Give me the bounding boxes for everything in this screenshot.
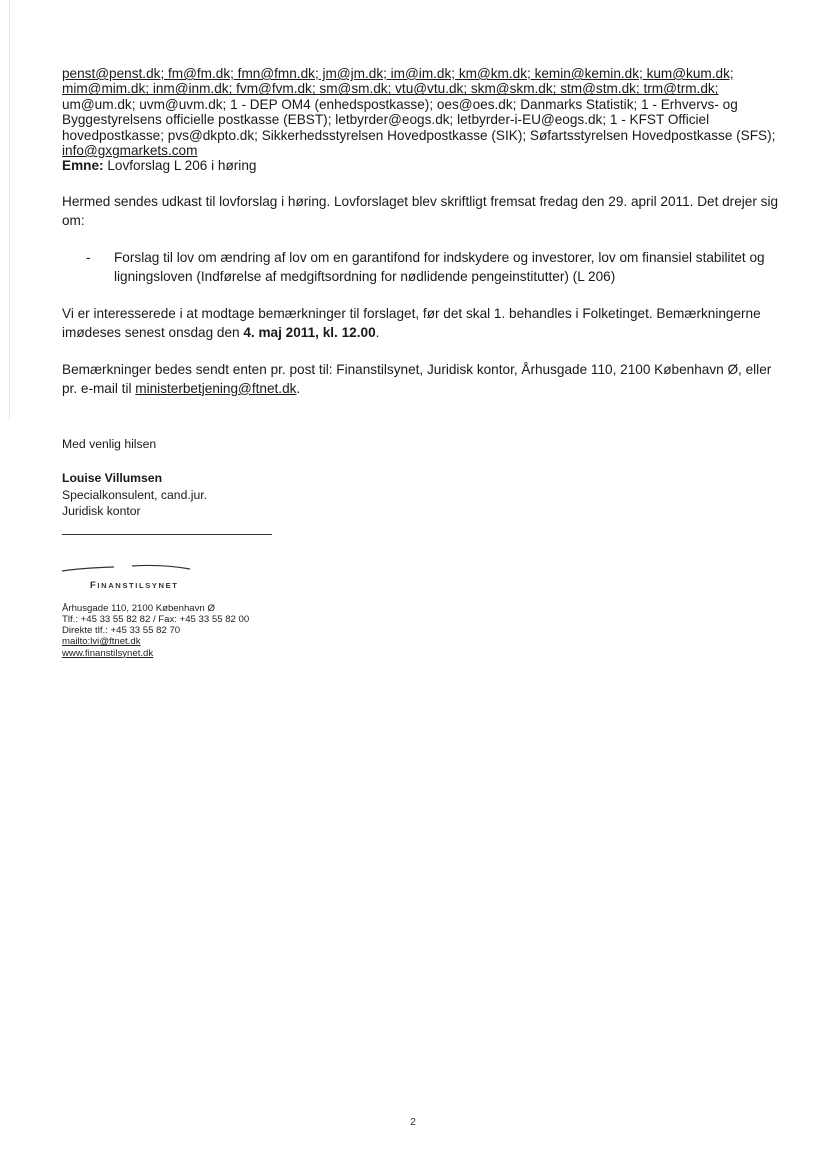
contact-address: Århusgade 110, 2100 København Ø [62,602,215,614]
recipient-line[interactable]: info@gxgmarkets.com [62,143,198,159]
recipient-line[interactable]: um@um.dk; uvm@uvm.dk; 1 - DEP OM4 (enhedspostkasse); oes@oes.dk; Danmarks Statistik; 1 - Erhvervs- og [62,96,738,112]
contact-direct: Direkte tlf.: +45 33 55 82 70 [62,625,181,637]
bullet-text: Forslag til lov om ændring af lov om en garantifond for indskydere og investorer, lov om finansiel stabilitet og ligningsloven (Indførelse af medgiftsordning for nødlidende pengeinstitutter) (L 206) [114,249,765,284]
brand-initial: F [90,579,98,591]
recipient-line[interactable]: penst@penst.dk; fm@fm.dk; fmn@fmn.dk; jm@jm.dk; im@im.dk; km@km.dk; kemin@kemin.dk; kum@kum.dk; [62,66,734,81]
subject-line [62,158,787,173]
brand-rest: INANSTILSYNET [97,580,179,590]
recipient-line[interactable]: mim@mim.dk; inm@inm.dk; fvm@fvm.dk; sm@sm.dk; vtu@vtu.dk; skm@skm.dk; stm@stm.dk; trm@trm.dk; [62,81,719,97]
signature-block [62,470,787,520]
signature-line [62,534,272,535]
email-link[interactable]: ministerbetjening@ftnet.dk [135,380,297,396]
recipient-line[interactable]: Byggestyrelsens officielle postkasse (EBST); letbyrder@eogs.dk; letbyrder-i-EU@eogs.dk; 1 - KFST Officiel [62,112,710,128]
page-number: 2 [410,1116,416,1128]
comments-paragraph [62,304,787,342]
contact-phone: Tlf.: +45 33 55 82 82 / Fax: +45 33 55 82 00 [62,614,250,626]
closing-text: Med venlig hilsen [62,436,157,451]
comments-text: Vi er interesserede i at modtage bemærkninger til forslaget, før det skal 1. behandles i Folketinget. Bemærkningerne imødeses senest onsdag den [62,305,761,340]
comments-end: . [375,324,380,340]
contact-mail-link[interactable]: mailto:lvi@ftnet.dk [62,636,141,648]
subject-label: Emne: [62,158,104,174]
recipient-list [62,66,787,158]
recipient-line[interactable]: hovedpostkasse; pvs@dkpto.dk; Sikkerhedsstyrelsen Hovedpostkasse (SIK); Søfartsstyrelsen Hovedpostkasse (SFS); [62,127,776,143]
subject-text: Lovforslag L 206 i høring [107,158,257,174]
signer-name: Louise Villumsen [62,471,163,486]
contact-block [62,603,787,659]
brand-wordmark [90,580,787,591]
bullet-item [86,248,787,286]
send-end: . [296,380,301,396]
letter-page [62,66,787,659]
signer-title: Specialkonsulent, cand.jur. [62,487,207,502]
deadline-text: 4. maj 2011, kl. 12.00 [243,324,376,340]
send-text: Bemærkninger bedes sendt enten pr. post til: Finanstilsynet, Juridisk kontor, Århusgade 110, 2100 København Ø, eller pr. e-mail til [62,361,772,396]
scan-edge-line [9,0,10,420]
send-paragraph [62,360,787,398]
finanstilsynet-logo-icon [62,559,202,575]
bullet-dash: - [86,249,91,265]
contact-web-link[interactable]: www.finanstilsynet.dk [62,647,154,659]
intro-paragraph: Hermed sendes udkast til lovforslag i høring. Lovforslaget blev skriftligt fremsat fredag den 29. april 2011. Det drejer sig om: [62,193,779,228]
signer-department: Juridisk kontor [62,504,141,519]
